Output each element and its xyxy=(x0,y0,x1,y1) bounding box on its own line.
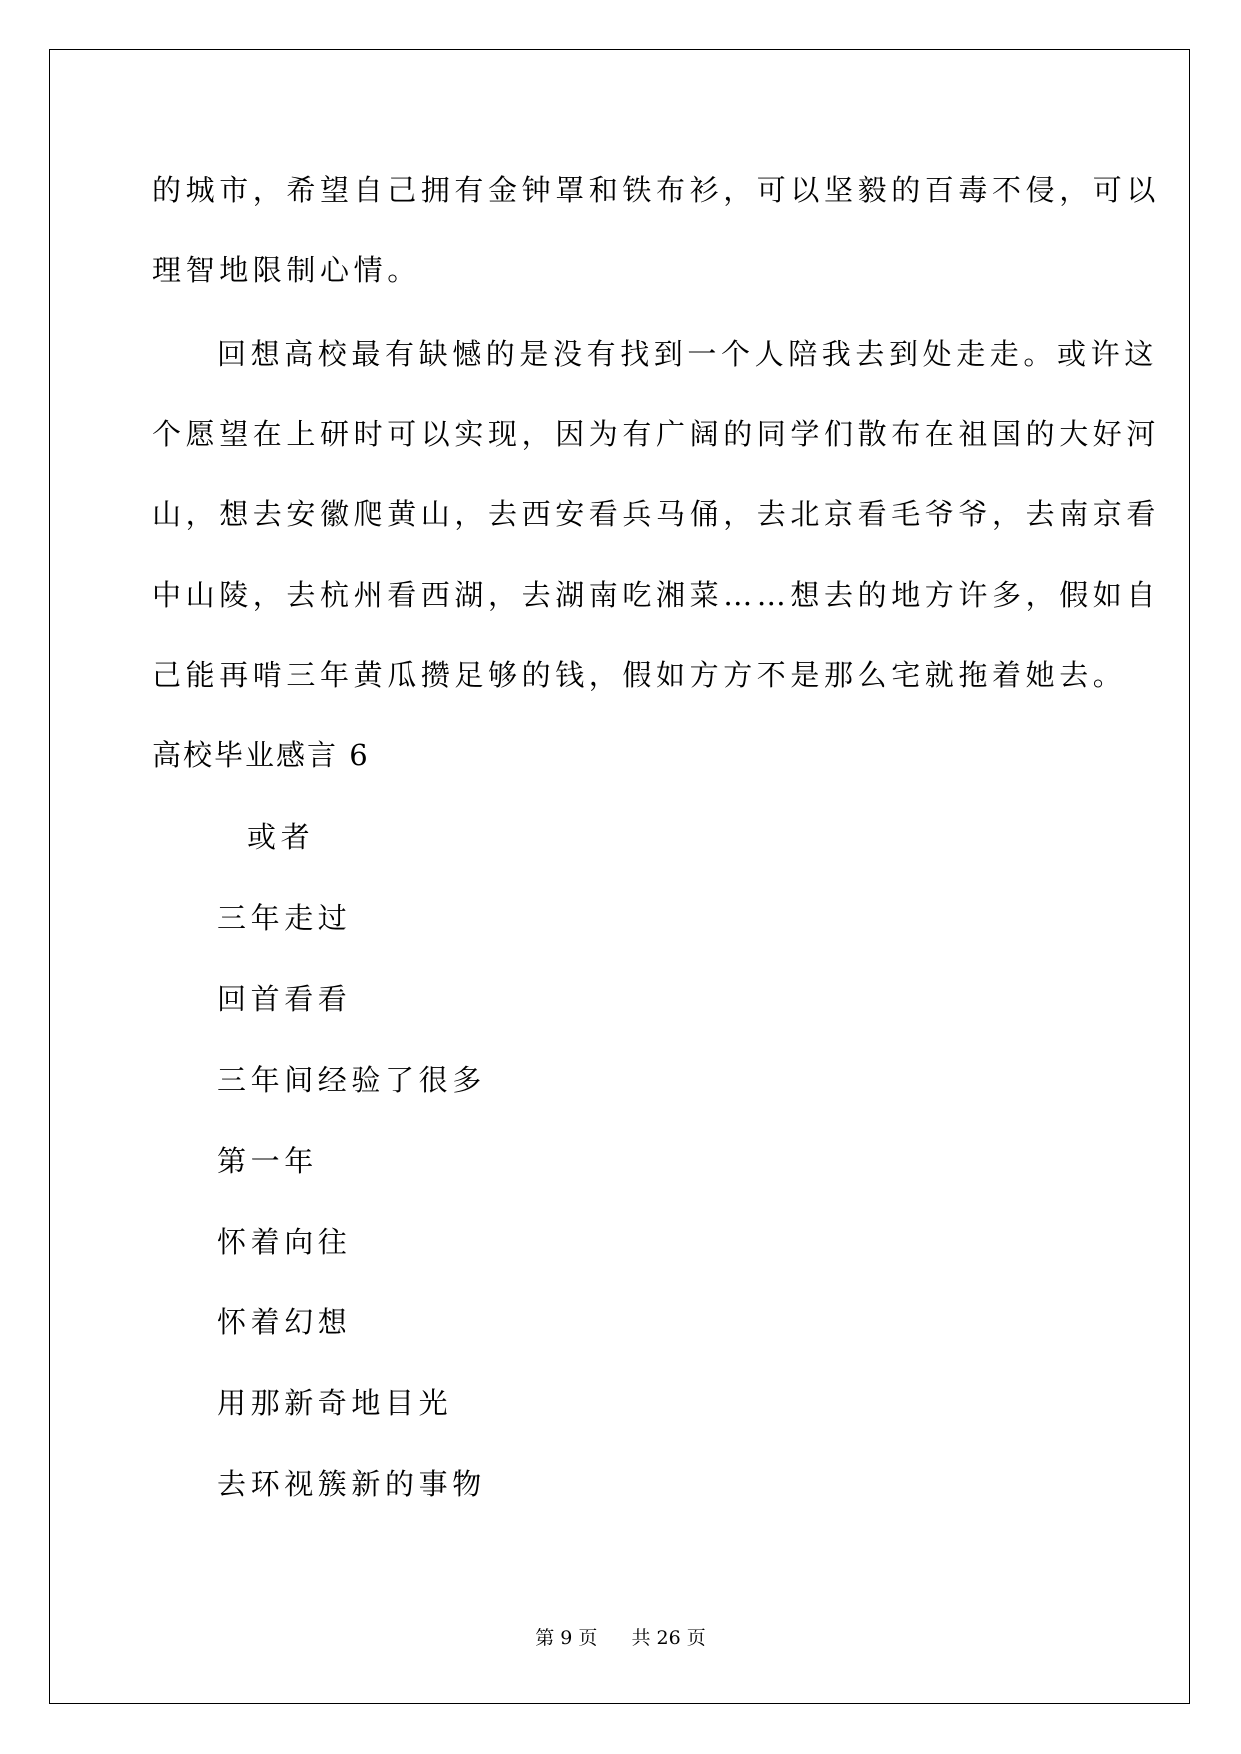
page-number: 第 9 页 xyxy=(535,1627,598,1649)
paragraph-line: 中山陵，去杭州看西湖，去湖南吃湘菜……想去的地方许多，假如自 xyxy=(152,578,1161,612)
paragraph-line: 的城市，希望自己拥有金钟罩和铁布衫，可以坚毅的百毒不侵，可以 xyxy=(152,173,1161,207)
paragraph-line: 个愿望在上研时可以实现，因为有广阔的同学们散布在祖国的大好河 xyxy=(152,417,1161,451)
paragraph-line: 回想高校最有缺憾的是没有找到一个人陪我去到处走走。或许这 xyxy=(217,337,1158,371)
poem-line: 第一年 xyxy=(217,1144,318,1178)
paragraph-line: 理智地限制心情。 xyxy=(152,253,421,287)
page-total: 共 26 页 xyxy=(631,1627,706,1649)
section-heading: 高校毕业感言 6 xyxy=(152,738,370,772)
paragraph-line: 山，想去安徽爬黄山，去西安看兵马俑，去北京看毛爷爷，去南京看 xyxy=(152,497,1161,531)
poem-line: 或者 xyxy=(247,820,315,854)
poem-line: 怀着向往 xyxy=(217,1225,352,1259)
poem-line: 三年走过 xyxy=(217,901,352,935)
page-footer xyxy=(0,1626,1241,1650)
poem-line: 三年间经验了很多 xyxy=(217,1063,486,1097)
poem-line: 怀着幻想 xyxy=(217,1305,352,1339)
paragraph-line: 己能再啃三年黄瓜攒足够的钱，假如方方不是那么宅就拖着她去。 xyxy=(152,658,1127,692)
page-border xyxy=(49,49,1190,1704)
poem-line: 去环视簇新的事物 xyxy=(217,1467,486,1501)
poem-line: 回首看看 xyxy=(217,982,352,1016)
poem-line: 用那新奇地目光 xyxy=(217,1386,453,1420)
